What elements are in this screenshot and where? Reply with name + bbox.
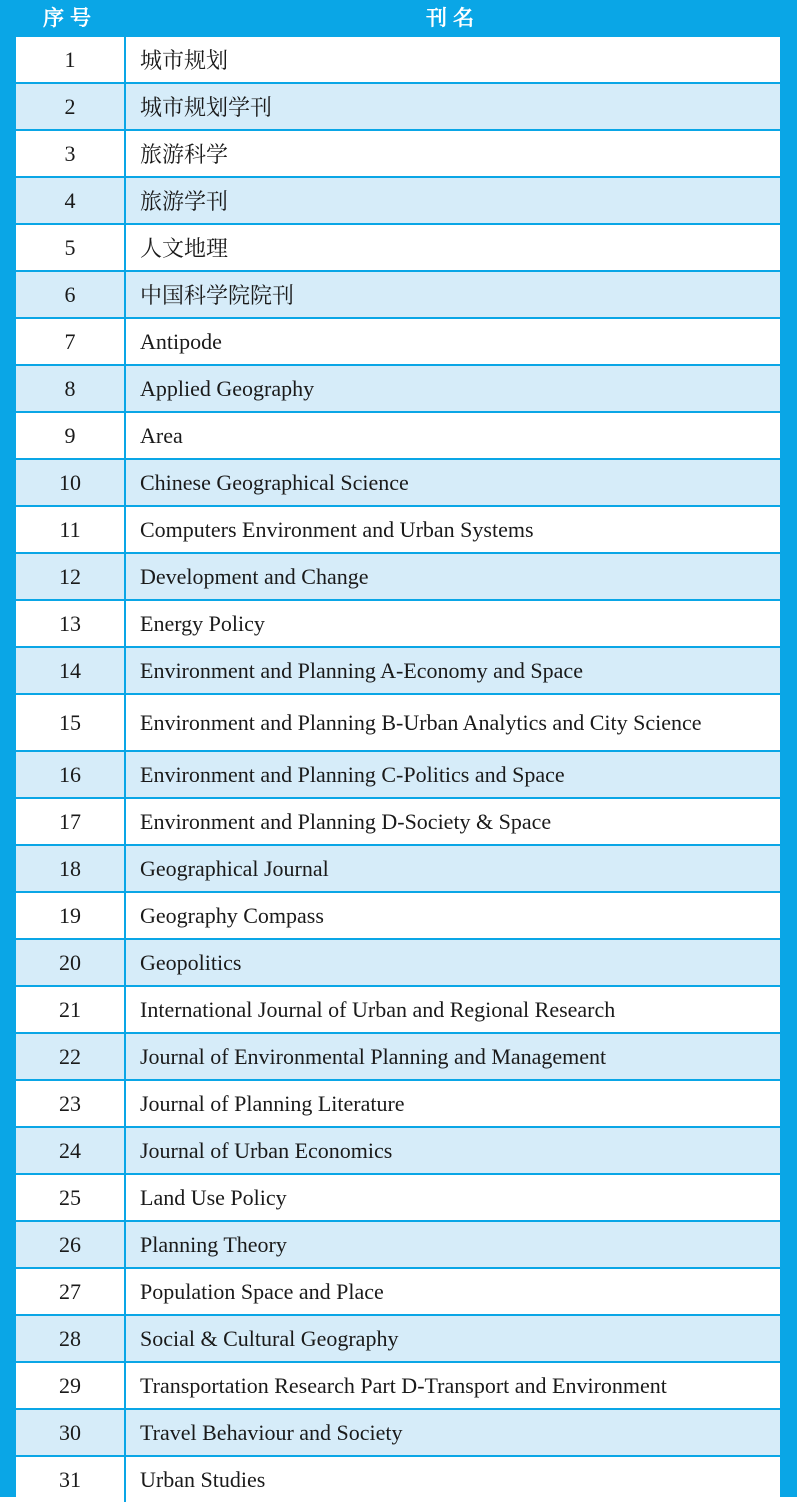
table-row bbox=[16, 319, 780, 366]
table-row bbox=[16, 272, 780, 319]
table-row bbox=[16, 460, 780, 507]
serial-number-cell: 24 bbox=[16, 1128, 126, 1173]
journal-name-cell: Travel Behaviour and Society bbox=[140, 1419, 403, 1445]
serial-number-cell: 29 bbox=[16, 1363, 126, 1408]
journal-name-cell: Journal of Urban Economics bbox=[140, 1137, 393, 1163]
serial-number-cell: 6 bbox=[16, 272, 126, 317]
table-row bbox=[16, 1128, 780, 1175]
journal-name-cell: Journal of Environmental Planning and Management bbox=[140, 1043, 607, 1069]
journal-name-cell: Land Use Policy bbox=[140, 1184, 287, 1210]
serial-number-cell: 22 bbox=[16, 1034, 126, 1079]
serial-number-cell: 30 bbox=[16, 1410, 126, 1455]
table-row bbox=[16, 84, 780, 131]
table-row bbox=[16, 131, 780, 178]
serial-number-cell: 15 bbox=[16, 695, 126, 750]
serial-number-cell: 7 bbox=[16, 319, 126, 364]
serial-number-cell: 26 bbox=[16, 1222, 126, 1267]
serial-number-cell: 21 bbox=[16, 987, 126, 1032]
journal-name-cell: Journal of Planning Literature bbox=[140, 1090, 405, 1116]
serial-number-cell: 16 bbox=[16, 752, 126, 797]
journal-name-cell: Antipode bbox=[140, 328, 222, 354]
journal-name-cell: Area bbox=[140, 422, 183, 448]
journal-name-cell: Computers Environment and Urban Systems bbox=[140, 516, 534, 542]
table-row bbox=[16, 648, 780, 695]
serial-number-cell: 19 bbox=[16, 893, 126, 938]
journal-name-cell: 城市规划学刊 bbox=[140, 95, 273, 120]
journal-name-cell: Geographical Journal bbox=[140, 855, 329, 881]
journal-name-cell: Geopolitics bbox=[140, 949, 242, 975]
table-row bbox=[16, 1269, 780, 1316]
table-row bbox=[16, 893, 780, 940]
journal-name-cell: International Journal of Urban and Regional Research bbox=[140, 996, 616, 1022]
journal-name-cell: Planning Theory bbox=[140, 1231, 287, 1257]
table-row bbox=[16, 366, 780, 413]
table-row bbox=[16, 225, 780, 272]
serial-number-cell: 17 bbox=[16, 799, 126, 844]
journal-name-cell: Environment and Planning D-Society & Space bbox=[140, 808, 552, 834]
journal-name-cell: Environment and Planning A-Economy and Space bbox=[140, 657, 583, 683]
serial-number-cell: 25 bbox=[16, 1175, 126, 1220]
journal-name-cell: 人文地理 bbox=[140, 236, 229, 261]
serial-number-cell: 27 bbox=[16, 1269, 126, 1314]
table-body bbox=[16, 37, 780, 1502]
serial-number-cell: 12 bbox=[16, 554, 126, 599]
table-row bbox=[16, 1034, 780, 1081]
table-row bbox=[16, 507, 780, 554]
journal-name-cell: Population Space and Place bbox=[140, 1278, 384, 1304]
serial-number-cell: 11 bbox=[16, 507, 126, 552]
serial-number-cell: 10 bbox=[16, 460, 126, 505]
journal-name-cell: Environment and Planning C-Politics and Space bbox=[140, 761, 565, 787]
journal-name-cell: Geography Compass bbox=[140, 902, 324, 928]
serial-number-cell: 13 bbox=[16, 601, 126, 646]
table-row bbox=[16, 1410, 780, 1457]
serial-number-cell: 3 bbox=[16, 131, 126, 176]
table-header bbox=[0, 0, 797, 37]
table-row bbox=[16, 1175, 780, 1222]
table-row bbox=[16, 1457, 780, 1502]
table-row bbox=[16, 1363, 780, 1410]
serial-number-cell: 20 bbox=[16, 940, 126, 985]
table-row bbox=[16, 1222, 780, 1269]
journal-name-cell: Social & Cultural Geography bbox=[140, 1325, 399, 1351]
journal-name-cell: Urban Studies bbox=[140, 1466, 266, 1492]
table-row bbox=[16, 178, 780, 225]
journal-name-cell: 旅游学刊 bbox=[140, 189, 229, 214]
serial-number-cell: 9 bbox=[16, 413, 126, 458]
table-row bbox=[16, 37, 780, 84]
table-row bbox=[16, 846, 780, 893]
serial-number-cell: 31 bbox=[16, 1457, 126, 1502]
table-row bbox=[16, 987, 780, 1034]
journal-name-cell: 城市规划 bbox=[140, 48, 229, 73]
table-row bbox=[16, 1081, 780, 1128]
table-row bbox=[16, 799, 780, 846]
serial-number-cell: 1 bbox=[16, 37, 126, 82]
journal-name-cell: Applied Geography bbox=[140, 375, 315, 401]
serial-number-cell: 5 bbox=[16, 225, 126, 270]
serial-number-cell: 23 bbox=[16, 1081, 126, 1126]
table-row bbox=[16, 940, 780, 987]
header-journal-name: 刊名 bbox=[426, 6, 480, 30]
table-row bbox=[16, 601, 780, 648]
journal-name-cell: 旅游科学 bbox=[140, 142, 229, 167]
table-row bbox=[16, 554, 780, 601]
journal-name-cell: Chinese Geographical Science bbox=[140, 469, 409, 495]
serial-number-cell: 18 bbox=[16, 846, 126, 891]
serial-number-cell: 8 bbox=[16, 366, 126, 411]
serial-number-cell: 28 bbox=[16, 1316, 126, 1361]
serial-number-cell: 2 bbox=[16, 84, 126, 129]
table-row bbox=[16, 413, 780, 460]
journal-name-cell: Development and Change bbox=[140, 563, 369, 589]
serial-number-cell: 14 bbox=[16, 648, 126, 693]
journal-name-cell: Environment and Planning B-Urban Analytics and City Science bbox=[140, 709, 702, 735]
table-row bbox=[16, 1316, 780, 1363]
journal-name-cell: Energy Policy bbox=[140, 610, 265, 636]
serial-number-cell: 4 bbox=[16, 178, 126, 223]
journal-name-cell: Transportation Research Part D-Transport and Environment bbox=[140, 1372, 667, 1398]
table-row bbox=[16, 695, 780, 752]
journal-name-cell: 中国科学院院刊 bbox=[140, 283, 295, 308]
table-row bbox=[16, 752, 780, 799]
header-serial-number: 序号 bbox=[43, 6, 97, 30]
